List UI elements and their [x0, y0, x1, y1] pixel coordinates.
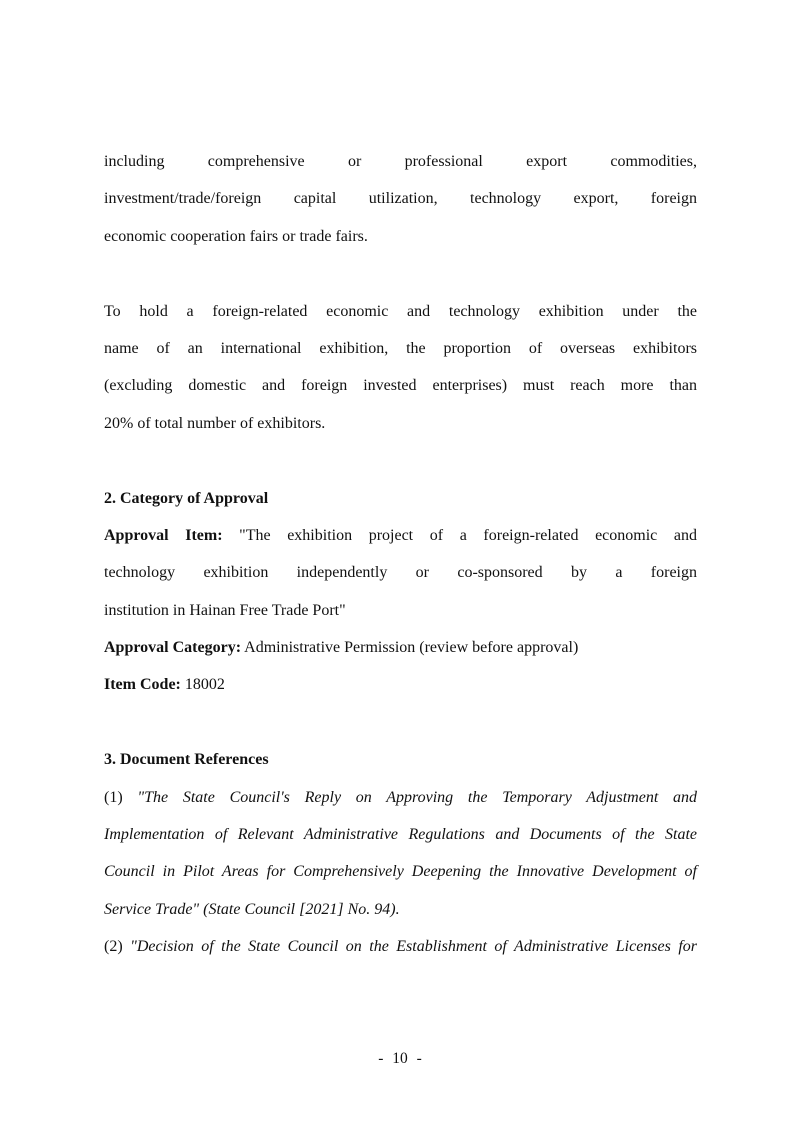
text-line: 20% of total number of exhibitors. [104, 414, 326, 432]
requirement-paragraph [104, 293, 697, 443]
reference-title-text: "Decision of the State Council on the Establishment of Administrative Licenses for [130, 938, 698, 956]
category-of-approval-section [104, 480, 697, 704]
text-line: Implementation of Relevant Administrative Regulations and Documents of the State [104, 826, 697, 844]
reference-number: (2) [104, 938, 123, 956]
approval-item-paragraph [104, 517, 697, 629]
text-line: Council in Pilot Areas for Comprehensively Deepening the Innovative Development of [104, 863, 697, 881]
page-content [104, 143, 697, 966]
text-line: Service Trade" (State Council [2021] No. 94). [104, 900, 400, 918]
paragraph-spacer [104, 704, 697, 741]
paragraph-spacer [104, 255, 697, 292]
document-references-section [104, 741, 697, 965]
text-line [104, 779, 697, 816]
text-line [104, 517, 697, 554]
text-line: institution in Hainan Free Trade Port" [104, 601, 346, 619]
approval-item-text: "The exhibition project of a foreign-related economic and [239, 526, 698, 544]
section-heading-document-references: 3. Document References [104, 751, 269, 769]
text-line: To hold a foreign-related economic and technology exhibition under the [104, 302, 697, 320]
text-line: including comprehensive or professional export commodities, [104, 153, 697, 170]
reference-title-text: "The State Council's Reply on Approving the Temporary Adjustment and [137, 788, 697, 806]
reference-item-1 [104, 779, 697, 929]
approval-category-label: Approval Category: [104, 639, 242, 657]
text-line: (excluding domestic and foreign invested enterprises) must reach more than [104, 377, 697, 395]
approval-category-value: Administrative Permission (review before approval) [244, 639, 579, 657]
section-heading-category-of-approval: 2. Category of Approval [104, 489, 269, 507]
text-line [104, 928, 697, 965]
text-line: technology exhibition independently or co-sponsored by a foreign [104, 564, 697, 582]
item-code-label: Item Code: [104, 676, 181, 694]
reference-number: (1) [104, 788, 123, 806]
reference-item-2 [104, 928, 697, 965]
text-line: investment/trade/foreign capital utilization, technology export, foreign [104, 190, 697, 208]
item-code-line [104, 666, 697, 703]
paragraph-spacer [104, 442, 697, 479]
text-line: economic cooperation fairs or trade fairs. [104, 227, 368, 245]
item-code-value: 18002 [184, 676, 225, 694]
approval-item-label: Approval Item: [104, 526, 223, 544]
text-line: name of an international exhibition, the proportion of overseas exhibitors [104, 339, 697, 357]
intro-paragraph [104, 143, 697, 255]
approval-category-line [104, 629, 697, 666]
page-number: - 10 - [378, 1050, 422, 1067]
